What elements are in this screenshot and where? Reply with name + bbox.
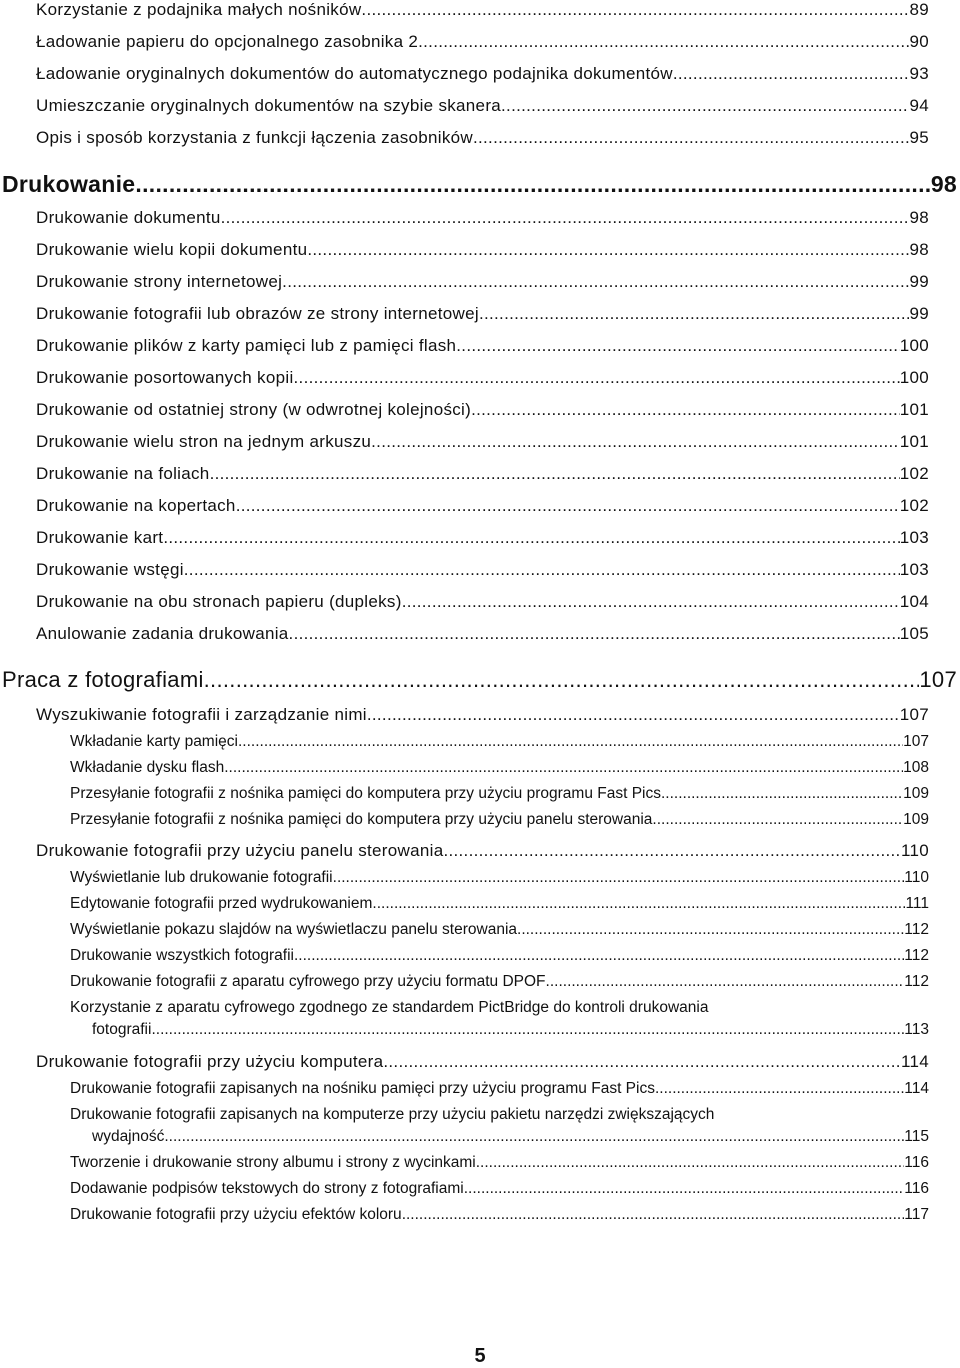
toc-subentry-page: 114 — [904, 1080, 929, 1097]
toc-entry[interactable] — [36, 464, 929, 484]
toc-subentry[interactable] — [70, 895, 929, 913]
toc-subentry-title: Wyświetlanie pokazu slajdów na wyświetlaczu panelu sterowania — [70, 921, 518, 938]
toc-leader-dots — [333, 869, 905, 887]
toc-leader-dots — [476, 1154, 905, 1172]
toc-subentry-page: 108 — [903, 759, 929, 776]
toc-subentry-page: 116 — [904, 1180, 929, 1197]
toc-subentry-page: 110 — [904, 869, 929, 886]
toc-entry-title: Drukowanie dokumentu — [36, 208, 221, 227]
toc-entry-title: Umieszczanie oryginalnych dokumentów na szybie skanera — [36, 96, 502, 115]
toc-subentry[interactable] — [70, 1080, 929, 1098]
toc-entry[interactable] — [36, 304, 929, 324]
toc-entry-title: Anulowanie zadania drukowania — [36, 624, 289, 643]
toc-subentry-page: 109 — [903, 811, 929, 828]
toc-leader-dots — [135, 171, 930, 197]
toc-chapter-page: 107 — [919, 667, 957, 692]
toc-entry-title: Drukowanie fotografii przy użyciu komputera — [36, 1052, 384, 1071]
toc-entry[interactable] — [36, 432, 929, 452]
toc-entry-title: Drukowanie kart — [36, 528, 164, 547]
toc-entry-page: 90 — [909, 32, 929, 51]
toc-entry[interactable] — [36, 528, 929, 548]
toc-leader-dots — [236, 496, 900, 516]
toc-entry-page: 99 — [909, 272, 929, 291]
toc-leader-dots — [443, 841, 901, 861]
toc-entry-page: 94 — [909, 96, 929, 115]
toc-chapter-heading[interactable] — [2, 667, 957, 693]
toc-subentry-page: 112 — [904, 947, 929, 964]
toc-entry[interactable] — [36, 208, 929, 228]
toc-entry-page: 101 — [899, 400, 929, 419]
toc-leader-dots — [151, 1021, 904, 1039]
toc-leader-dots — [163, 528, 899, 548]
toc-leader-dots — [652, 811, 903, 829]
toc-entry[interactable] — [36, 1052, 929, 1072]
toc-leader-dots — [210, 464, 900, 484]
toc-entry-page: 93 — [909, 64, 929, 83]
toc-subentry-page: 116 — [904, 1154, 929, 1171]
toc-entry[interactable] — [36, 705, 929, 725]
toc-entry-page: 100 — [899, 336, 929, 355]
toc-entry-page: 114 — [900, 1052, 929, 1071]
toc-entry-title: Drukowanie wielu kopii dokumentu — [36, 240, 308, 259]
toc-leader-dots — [456, 336, 899, 356]
toc-leader-dots — [361, 0, 909, 20]
toc-entry[interactable] — [36, 560, 929, 580]
toc-subentry-page: 115 — [904, 1128, 929, 1145]
toc-leader-dots — [307, 240, 909, 260]
toc-leader-dots — [471, 400, 900, 420]
toc-entry-page: 105 — [899, 624, 929, 643]
toc-subentry[interactable] — [70, 973, 929, 991]
toc-subentry-title-cont: wydajność — [92, 1128, 165, 1145]
toc-leader-dots — [371, 432, 900, 452]
toc-leader-dots — [517, 921, 904, 939]
toc-chapter-title: Drukowanie — [2, 171, 136, 197]
toc-leader-dots — [372, 895, 905, 913]
toc-leader-dots — [473, 128, 910, 148]
toc-entry[interactable] — [36, 64, 929, 84]
toc-subentry-title: Drukowanie fotografii przy użyciu efektów koloru — [70, 1206, 402, 1223]
toc-subentry-title: Przesyłanie fotografii z nośnika pamięci do komputera przy użyciu panelu sterowania — [70, 811, 653, 828]
toc-leader-dots — [294, 947, 904, 965]
toc-subentry-title: Przesyłanie fotografii z nośnika pamięci do komputera przy użyciu programu Fast Pics — [70, 785, 661, 802]
toc-subentry[interactable] — [70, 1154, 929, 1172]
toc-entry-title: Wyszukiwanie fotografii i zarządzanie nimi — [36, 705, 367, 724]
toc-subentry-title: Edytowanie fotografii przed wydrukowaniem — [70, 895, 373, 912]
toc-leader-dots — [661, 785, 903, 803]
toc-leader-dots — [294, 368, 900, 388]
toc-leader-dots — [501, 96, 909, 116]
toc-subentry-title: Drukowanie fotografii zapisanych na nośniku pamięci przy użyciu programu Fast Pics — [70, 1080, 655, 1097]
toc-leader-dots — [402, 1206, 905, 1224]
toc-entry-title: Drukowanie fotografii przy użyciu panelu sterowania — [36, 841, 444, 860]
toc-leader-dots — [367, 705, 900, 725]
toc-leader-dots — [464, 1180, 905, 1198]
toc-leader-dots — [164, 1128, 904, 1146]
toc-entry[interactable] — [36, 336, 929, 356]
toc-subentry-page: 111 — [905, 895, 929, 912]
toc-entry[interactable] — [36, 400, 929, 420]
toc-subentry-title: Wyświetlanie lub drukowanie fotografii — [70, 869, 333, 886]
toc-leader-dots — [238, 733, 903, 751]
toc-leader-dots — [224, 759, 903, 777]
toc-entry-page: 98 — [909, 208, 929, 227]
toc-entry-page: 99 — [909, 304, 929, 323]
toc-leader-dots — [655, 1080, 904, 1098]
toc-entry-title: Drukowanie na obu stronach papieru (dupleks) — [36, 592, 402, 611]
toc-entry[interactable] — [36, 0, 929, 20]
toc-entry-page: 98 — [909, 240, 929, 259]
toc-leader-dots — [546, 973, 905, 991]
toc-chapter-title: Praca z fotografiami — [2, 667, 204, 692]
toc-entry-title: Drukowanie posortowanych kopii — [36, 368, 294, 387]
toc-entry-page: 107 — [899, 705, 929, 724]
toc-subentry[interactable] — [92, 1021, 929, 1039]
toc-subentry-title-line1[interactable]: Drukowanie fotografii zapisanych na komputerze przy użyciu pakietu narzędzi zwiększających — [70, 1106, 715, 1123]
toc-subentry-page: 109 — [903, 785, 929, 802]
toc-leader-dots — [282, 272, 909, 292]
toc-subentry-page: 112 — [904, 973, 929, 990]
toc-subentry-page: 117 — [904, 1206, 929, 1223]
toc-subentry-page: 107 — [903, 733, 929, 750]
toc-entry-page: 102 — [899, 464, 929, 483]
toc-subentry-title: Dodawanie podpisów tekstowych do strony z fotografiami — [70, 1180, 464, 1197]
toc-entry[interactable] — [36, 624, 929, 644]
toc-subentry-page: 112 — [904, 921, 929, 938]
toc-leader-dots — [479, 304, 910, 324]
toc-subentry-title: Wkładanie karty pamięci — [70, 733, 238, 750]
toc-entry-title: Drukowanie od ostatniej strony (w odwrotnej kolejności) — [36, 400, 472, 419]
toc-subentry-title: Drukowanie wszystkich fotografii — [70, 947, 294, 964]
toc-chapter-page: 98 — [930, 171, 957, 197]
toc-entry-title: Opis i sposób korzystania z funkcji łączenia zasobników — [36, 128, 473, 147]
toc-entry-title: Drukowanie wielu stron na jednym arkuszu — [36, 432, 372, 451]
toc-entry[interactable] — [36, 240, 929, 260]
toc-entry[interactable] — [36, 841, 929, 861]
toc-entry-title: Drukowanie wstęgi — [36, 560, 184, 579]
toc-subentry[interactable] — [70, 1206, 929, 1224]
toc-leader-dots — [184, 560, 900, 580]
toc-entry-page: 89 — [909, 0, 929, 19]
toc-entry[interactable] — [36, 368, 929, 388]
toc-subentry[interactable] — [92, 1128, 929, 1146]
toc-entry[interactable] — [36, 128, 929, 148]
toc-subentry-title: Wkładanie dysku flash — [70, 759, 225, 776]
toc-entry-title: Drukowanie fotografii lub obrazów ze strony internetowej — [36, 304, 479, 323]
toc-entry[interactable] — [36, 32, 929, 52]
toc-subentry-title-cont: fotografii — [92, 1021, 152, 1038]
toc-subentry[interactable] — [70, 785, 929, 803]
toc-subentry[interactable] — [70, 759, 929, 777]
toc-entry-page: 100 — [899, 368, 929, 387]
toc-leader-dots — [402, 592, 900, 612]
toc-entry-page: 103 — [899, 528, 929, 547]
toc-leader-dots — [673, 64, 910, 84]
toc-subentry-title: Tworzenie i drukowanie strony albumu i strony z wycinkami — [70, 1154, 476, 1171]
toc-entry-title: Drukowanie na foliach — [36, 464, 210, 483]
toc-subentry[interactable] — [70, 1180, 929, 1198]
toc-entry-page: 102 — [899, 496, 929, 515]
toc-entry-page: 104 — [899, 592, 929, 611]
toc-entry-page: 101 — [899, 432, 929, 451]
toc-leader-dots — [383, 1052, 901, 1072]
toc-subentry[interactable] — [70, 947, 929, 965]
toc-subentry[interactable] — [70, 921, 929, 939]
toc-subentry[interactable] — [70, 869, 929, 887]
toc-entry-page: 103 — [899, 560, 929, 579]
toc-chapter-heading[interactable] — [2, 171, 957, 197]
toc-entry-title: Ładowanie papieru do opcjonalnego zasobnika 2 — [36, 32, 419, 51]
toc-entry-title: Ładowanie oryginalnych dokumentów do automatycznego podajnika dokumentów — [36, 64, 673, 83]
page-number: 5 — [474, 1345, 486, 1367]
toc-entry-page: 95 — [909, 128, 929, 147]
toc-entry[interactable] — [36, 496, 929, 516]
toc-entry[interactable] — [36, 592, 929, 612]
toc-entry[interactable] — [36, 272, 929, 292]
toc-leader-dots — [418, 32, 909, 52]
toc-entry-page: 110 — [900, 841, 929, 860]
toc-entry-title: Drukowanie strony internetowej — [36, 272, 283, 291]
toc-subentry[interactable] — [70, 811, 929, 829]
toc-subentry[interactable] — [70, 733, 929, 751]
toc-leader-dots — [204, 667, 920, 693]
toc-leader-dots — [289, 624, 900, 644]
toc-subentry-page: 113 — [904, 1021, 929, 1038]
toc-entry-title: Drukowanie plików z karty pamięci lub z pamięci flash — [36, 336, 457, 355]
toc-subentry-title-line1[interactable]: Korzystanie z aparatu cyfrowego zgodnego ze standardem PictBridge do kontroli drukowania — [70, 999, 709, 1016]
toc-entry[interactable] — [36, 96, 929, 116]
toc-entry-title: Drukowanie na kopertach — [36, 496, 236, 515]
toc-entry-title: Korzystanie z podajnika małych nośników — [36, 0, 362, 19]
toc-leader-dots — [221, 208, 910, 228]
toc-subentry-title: Drukowanie fotografii z aparatu cyfrowego przy użyciu formatu DPOF — [70, 973, 546, 990]
